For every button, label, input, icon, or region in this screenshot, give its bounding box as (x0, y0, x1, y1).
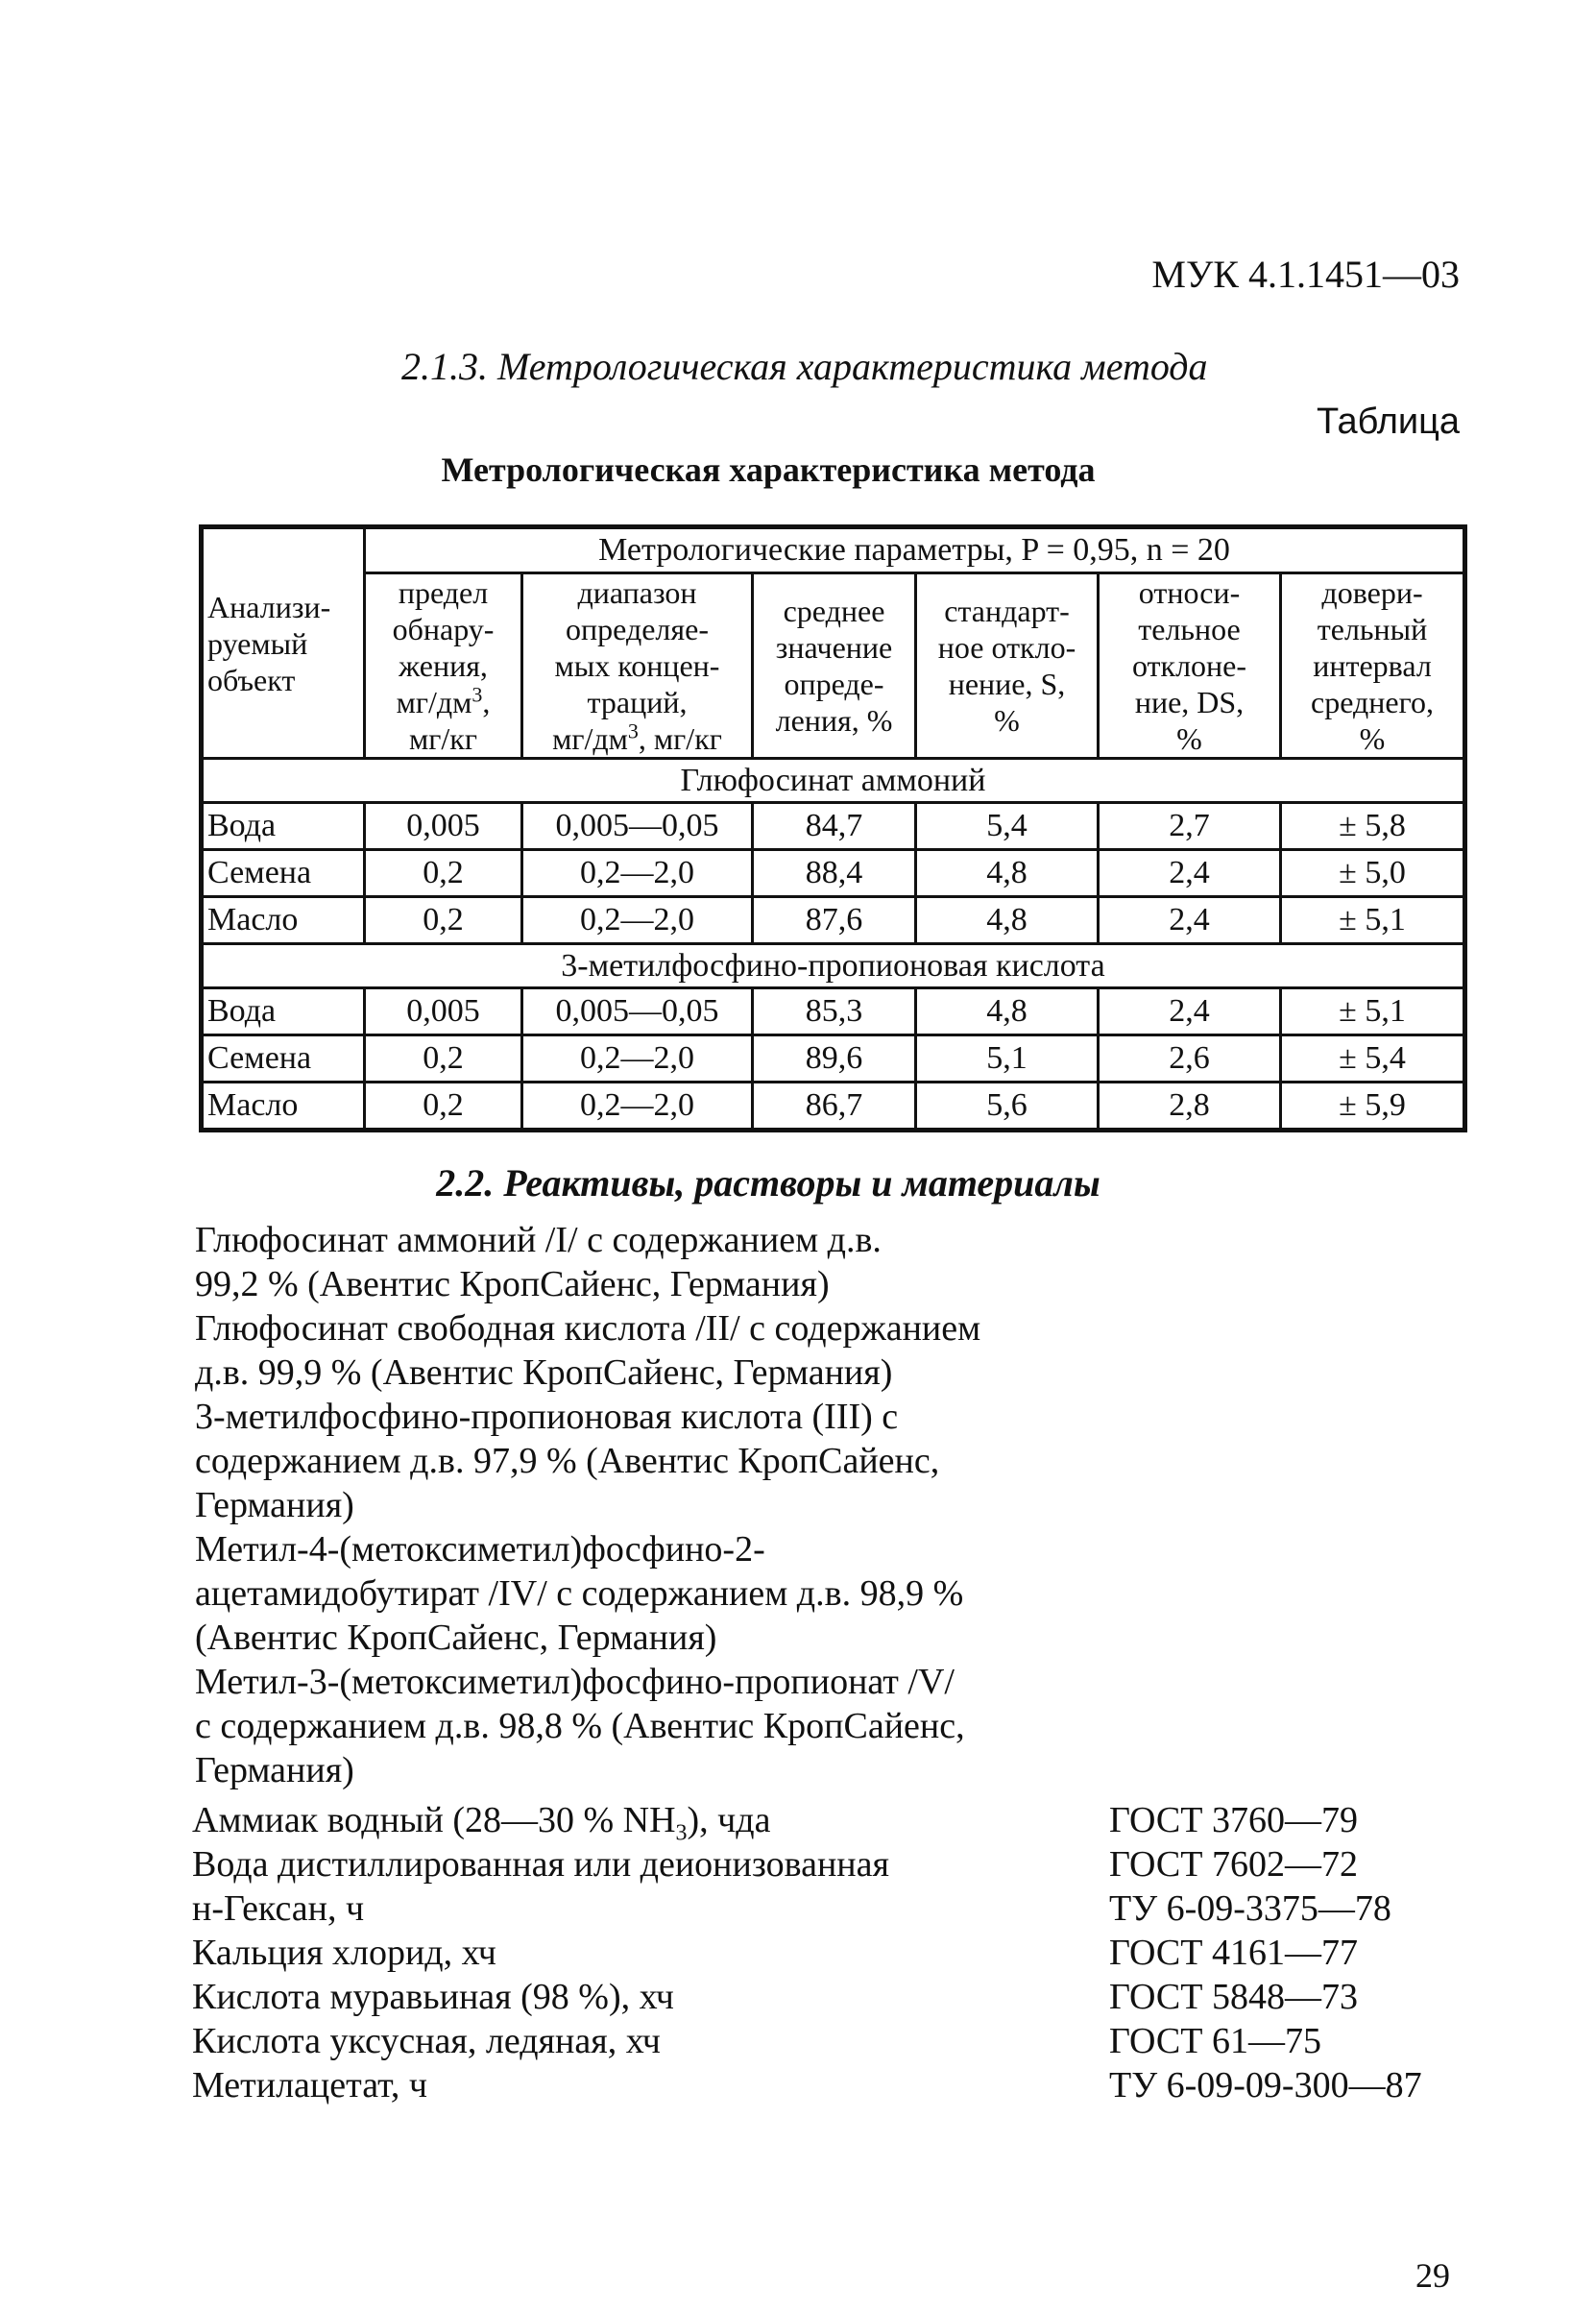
cell-range: 0,2—2,0 (522, 850, 753, 897)
cell-rsd: 2,7 (1099, 803, 1281, 850)
table-header-row (202, 527, 1465, 573)
reagent-name: Метилацетат, ч (192, 2065, 427, 2105)
cell-sd: 4,8 (916, 988, 1099, 1035)
text-line: содержанием д.в. 97,9 % (Авентис КропСайенс, (195, 1441, 940, 1481)
cell-limit: 0,2 (365, 897, 522, 944)
table-row (202, 897, 1465, 944)
text-line: Германия) (195, 1485, 354, 1525)
section-title: 2.1.3. Метрологическая характеристика метода (401, 345, 1208, 388)
text-line: (Авентис КропСайенс, Германия) (195, 1618, 717, 1658)
table-row (202, 1035, 1465, 1083)
reagent-name: Кислота уксусная, ледяная, хч (192, 2021, 661, 2061)
text-line: Германия) (195, 1750, 354, 1790)
reagent-row (192, 1798, 1479, 1842)
cell-ci: ± 5,8 (1281, 803, 1465, 850)
cell-object: Семена (202, 850, 365, 897)
reagent-name: Вода дистиллированная или деионизованная (192, 1844, 889, 1885)
reagent-standard: ГОСТ 7602—72 (1109, 1844, 1358, 1885)
text-line: д.в. 99,9 % (Авентис КропСайенс, Германия) (195, 1352, 893, 1393)
cell-limit: 0,2 (365, 1035, 522, 1083)
reagent-row (192, 2063, 1479, 2107)
reagent-row (192, 1842, 1479, 1886)
cell-sd: 4,8 (916, 897, 1099, 944)
reagent-standard: ТУ 6-09-3375—78 (1109, 1888, 1391, 1929)
text-line: Глюфосинат свободная кислота /II/ с содержанием (195, 1308, 981, 1349)
reagent-name: н-Гексан, ч (192, 1888, 365, 1929)
table-row (202, 803, 1465, 850)
cell-range: 0,005—0,05 (522, 803, 753, 850)
reagent-standard: ГОСТ 61—75 (1109, 2021, 1321, 2061)
group-name: 3-метилфосфино-пропионовая кислота (202, 944, 1465, 988)
cell-range: 0,2—2,0 (522, 897, 753, 944)
table-row (202, 850, 1465, 897)
reagent-standard: ГОСТ 3760—79 (1109, 1800, 1358, 1840)
cell-limit: 0,005 (365, 988, 522, 1035)
reagent-standard: ТУ 6-09-09-300—87 (1109, 2065, 1422, 2105)
header-conf-interval: довери- тельный интервал среднего, % (1281, 573, 1465, 759)
text-line: 99,2 % (Авентис КропСайенс, Германия) (195, 1264, 830, 1304)
table-subheader-row (202, 573, 1465, 759)
cell-limit: 0,2 (365, 1083, 522, 1131)
cell-rsd: 2,8 (1099, 1083, 1281, 1131)
header-rel-dev: относи- тельное отклоне- ние, DS, % (1099, 573, 1281, 759)
cell-rsd: 2,4 (1099, 850, 1281, 897)
reagent-name: Кислота муравьиная (98 %), хч (192, 1977, 674, 2017)
cell-object: Масло (202, 897, 365, 944)
reagent-row (192, 2019, 1479, 2063)
table-row (202, 1083, 1465, 1131)
cell-mean: 87,6 (753, 897, 916, 944)
table-caption: Метрологическая характеристика метода (441, 450, 1096, 489)
cell-sd: 5,1 (916, 1035, 1099, 1083)
cell-ci: ± 5,1 (1281, 988, 1465, 1035)
cell-range: 0,005—0,05 (522, 988, 753, 1035)
cell-object: Вода (202, 988, 365, 1035)
cell-object: Семена (202, 1035, 365, 1083)
reagent-description (195, 1218, 1155, 1792)
cell-range: 0,2—2,0 (522, 1035, 753, 1083)
reagent-name: Аммиак водный (28—30 % $NH_3$), чда (192, 1800, 771, 1846)
group-row (202, 944, 1465, 988)
header-range: диапазон определяе- мых концен- траций, $мг/дм^3$, мг/кг (522, 573, 753, 759)
page-number: 29 (1415, 2256, 1450, 2295)
table-row (202, 988, 1465, 1035)
cell-limit: 0,005 (365, 803, 522, 850)
reagent-standard: ГОСТ 5848—73 (1109, 1977, 1358, 2017)
text-line: ацетамидобутират /IV/ с содержанием д.в. 98,9 % (195, 1573, 964, 1614)
reagent-standard: ГОСТ 4161—77 (1109, 1933, 1358, 1973)
cell-ci: ± 5,9 (1281, 1083, 1465, 1131)
cell-mean: 84,7 (753, 803, 916, 850)
cell-object: Вода (202, 803, 365, 850)
cell-object: Масло (202, 1083, 365, 1131)
reagent-row (192, 1886, 1479, 1931)
cell-ci: ± 5,1 (1281, 897, 1465, 944)
cell-mean: 86,7 (753, 1083, 916, 1131)
header-std-dev: стандарт- ное откло- нение, S, % (916, 573, 1099, 759)
cell-range: 0,2—2,0 (522, 1083, 753, 1131)
text-line: Метил-3-(метоксиметил)фосфино-пропионат /V/ (195, 1662, 955, 1702)
header-params: Метрологические параметры, P = 0,95, n = 20 (365, 527, 1465, 573)
cell-mean: 88,4 (753, 850, 916, 897)
cell-limit: 0,2 (365, 850, 522, 897)
reagent-list (192, 1798, 1479, 2107)
cell-rsd: 2,4 (1099, 988, 1281, 1035)
reagent-row (192, 1931, 1479, 1975)
cell-sd: 4,8 (916, 850, 1099, 897)
reagent-name: Кальция хлорид, хч (192, 1933, 496, 1973)
cell-rsd: 2,4 (1099, 897, 1281, 944)
metrology-table (199, 524, 1467, 1132)
group-name: Глюфосинат аммоний (202, 759, 1465, 803)
text-line: с содержанием д.в. 98,8 % (Авентис КропСайенс, (195, 1706, 965, 1746)
section-22-title: 2.2. Реактивы, растворы и материалы (436, 1161, 1100, 1205)
header-detection-limit: предел обнару- жения, $мг/дм^3$, мг/кг (365, 573, 522, 759)
cell-rsd: 2,6 (1099, 1035, 1281, 1083)
header-mean: среднее значение опреде- ления, % (753, 573, 916, 759)
text-line: Метил-4-(метоксиметил)фосфино-2- (195, 1529, 765, 1570)
document-code: МУК 4.1.1451—03 (1151, 253, 1460, 296)
cell-ci: ± 5,4 (1281, 1035, 1465, 1083)
text-line: Глюфосинат аммоний /I/ с содержанием д.в. (195, 1220, 882, 1260)
group-row (202, 759, 1465, 803)
reagent-row (192, 1975, 1479, 2019)
table-label: Таблица (1317, 402, 1460, 442)
text-line: 3-метилфосфино-пропионовая кислота (III) с (195, 1397, 899, 1437)
cell-ci: ± 5,0 (1281, 850, 1465, 897)
cell-sd: 5,6 (916, 1083, 1099, 1131)
cell-mean: 85,3 (753, 988, 916, 1035)
cell-mean: 89,6 (753, 1035, 916, 1083)
cell-sd: 5,4 (916, 803, 1099, 850)
header-object: Анализи- руемый объект (202, 527, 365, 759)
